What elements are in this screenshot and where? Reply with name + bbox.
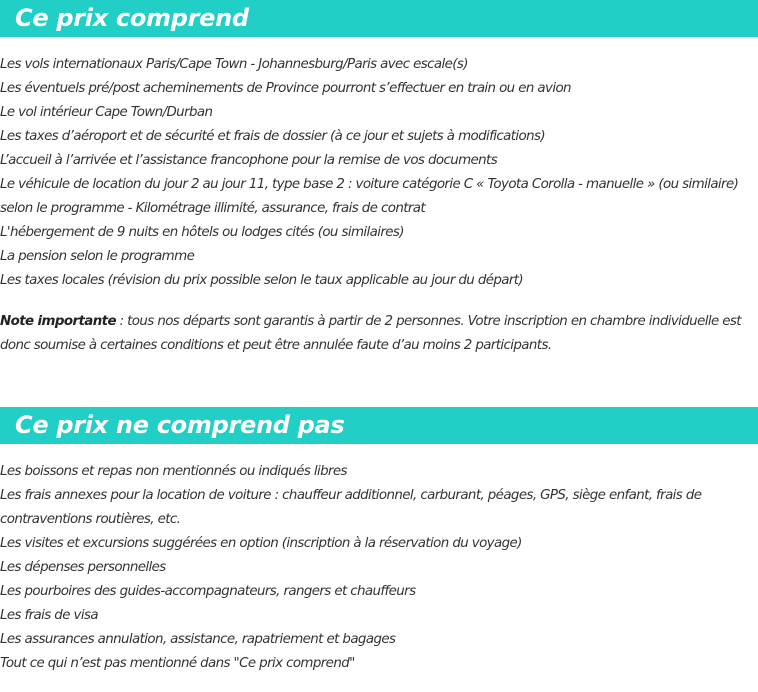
excluded-list — [0, 460, 758, 676]
list-item: Tout ce qui n’est pas mentionné dans "Ce prix comprend" — [0, 656, 355, 671]
list-item: L’accueil à l’arrivée et l’assistance francophone pour la remise de vos documents — [0, 153, 498, 168]
important-note — [0, 310, 758, 358]
list-item: Les vols internationaux Paris/Cape Town - Johannesburg/Paris avec escale(s) — [0, 57, 468, 72]
included-title: Ce prix comprend — [15, 4, 249, 32]
list-item: contraventions routières, etc. — [0, 512, 181, 527]
included-header — [0, 0, 758, 37]
note-text-1: : tous nos départs sont garantis à partir de 2 personnes. Votre inscription en chambre individuelle est — [115, 314, 741, 329]
excluded-title: Ce prix ne comprend pas — [15, 411, 345, 439]
note-line-1 — [0, 310, 758, 334]
excluded-header — [0, 407, 758, 444]
list-item: Le vol intérieur Cape Town/Durban — [0, 105, 213, 120]
list-item: Les frais de visa — [0, 608, 98, 623]
list-item: L'hébergement de 9 nuits en hôtels ou lodges cités (ou similaires) — [0, 225, 404, 240]
list-item: Les visites et excursions suggérées en option (inscription à la réservation du voyage) — [0, 536, 522, 551]
list-item: La pension selon le programme — [0, 249, 195, 264]
list-item: selon le programme - Kilométrage illimité, assurance, frais de contrat — [0, 201, 426, 216]
list-item: Les assurances annulation, assistance, rapatriement et bagages — [0, 632, 396, 647]
list-item: Les dépenses personnelles — [0, 560, 166, 575]
included-list — [0, 53, 758, 293]
list-item: Les boissons et repas non mentionnés ou indiqués libres — [0, 464, 347, 479]
list-item: Les taxes locales (révision du prix possible selon le taux applicable au jour du départ) — [0, 273, 524, 288]
list-item: Les pourboires des guides-accompagnateurs, rangers et chauffeurs — [0, 584, 416, 599]
list-item: Les taxes d’aéroport et de sécurité et frais de dossier (à ce jour et sujets à modifications) — [0, 129, 545, 144]
note-line-2: donc soumise à certaines conditions et peut être annulée faute d’au moins 2 participants. — [0, 338, 552, 353]
list-item: Le véhicule de location du jour 2 au jour 11, type base 2 : voiture catégorie C « Toyota Corolla - manuelle » (ou similaire) — [0, 177, 739, 192]
list-item: Les frais annexes pour la location de voiture : chauffeur additionnel, carburant, péages, GPS, siège enfant, frais de — [0, 488, 702, 503]
list-item: Les éventuels pré/post acheminements de Province pourront s’effectuer en train ou en avion — [0, 81, 571, 96]
note-label: Note importante — [0, 314, 116, 329]
